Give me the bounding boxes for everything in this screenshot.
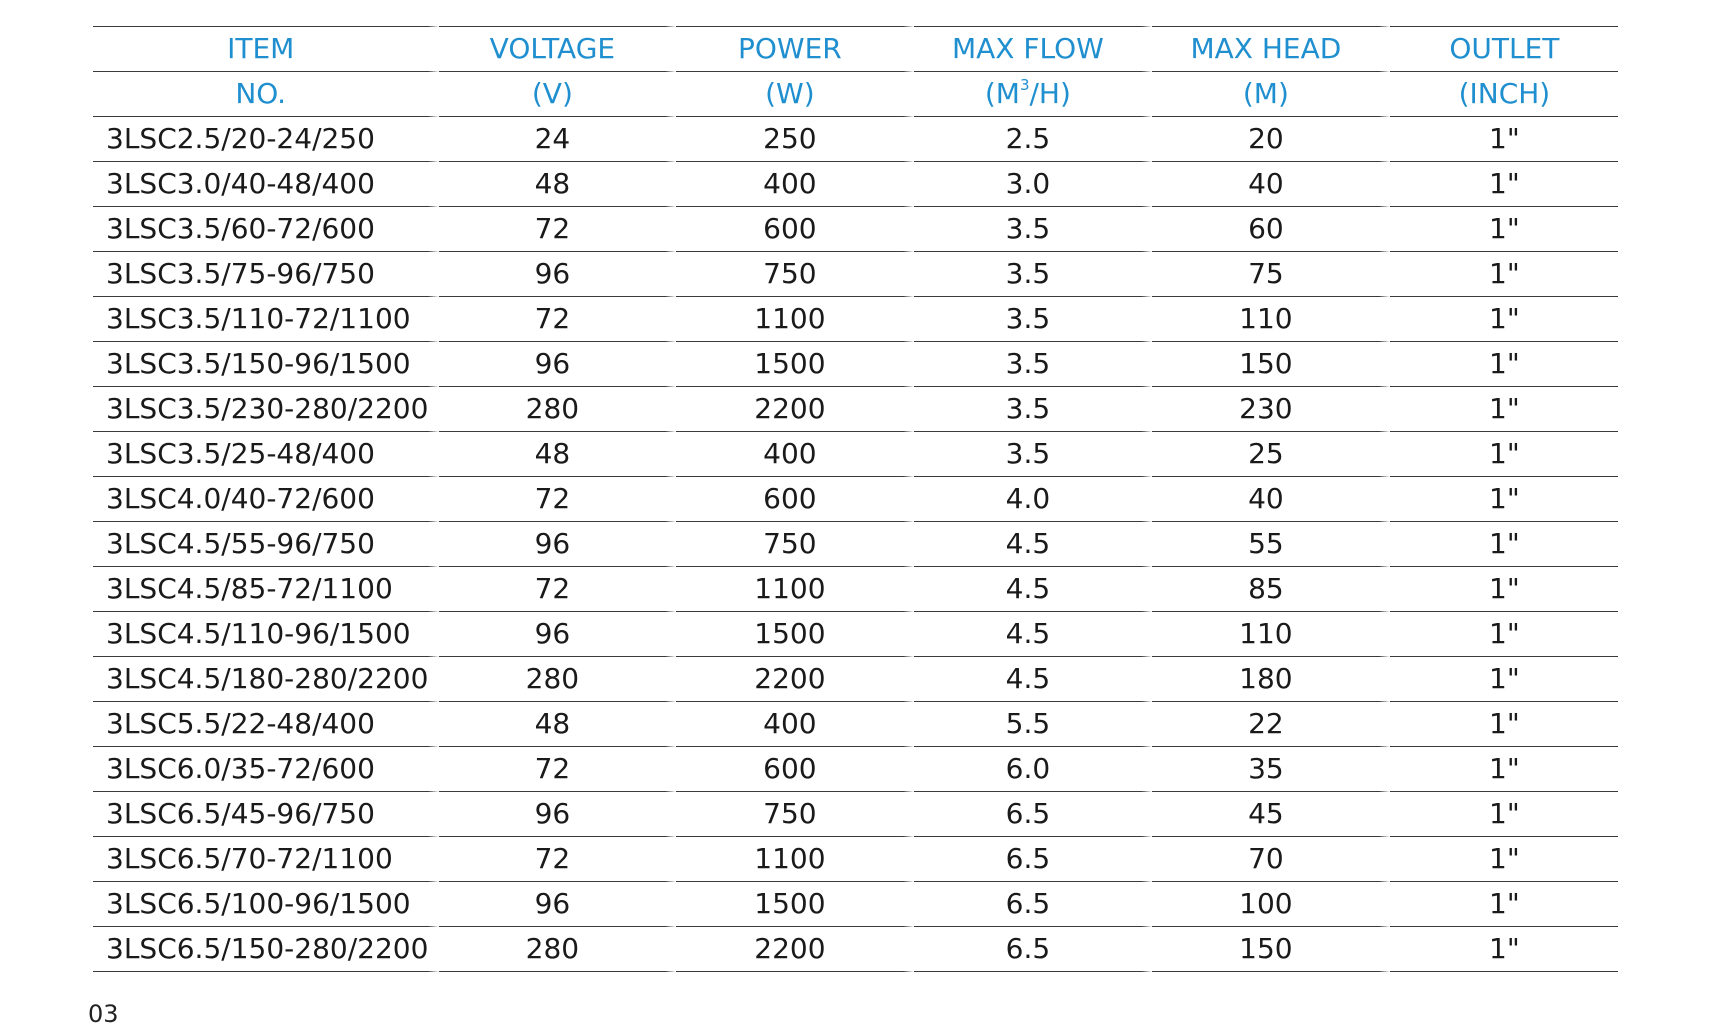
cell-item-no: 3LSC4.5/110-96/1500 xyxy=(93,612,439,657)
cell-outlet: 1" xyxy=(1390,342,1618,387)
cell-item-no: 3LSC3.5/110-72/1100 xyxy=(93,297,439,342)
cell-outlet: 1" xyxy=(1390,702,1618,747)
cell-item-no: 3LSC3.0/40-48/400 xyxy=(93,162,439,207)
cell-max-head: 60 xyxy=(1152,207,1390,252)
table-row xyxy=(93,522,1618,567)
cell-item-no: 3LSC3.5/60-72/600 xyxy=(93,207,439,252)
header-power: POWER xyxy=(676,26,914,72)
table-header xyxy=(93,26,1618,117)
cell-voltage: 96 xyxy=(439,252,676,297)
table-row xyxy=(93,747,1618,792)
table-row xyxy=(93,792,1618,837)
table-row xyxy=(93,612,1618,657)
table-row xyxy=(93,297,1618,342)
flow-unit-rest: /H) xyxy=(1029,77,1071,110)
cell-outlet: 1" xyxy=(1390,882,1618,927)
cell-power: 400 xyxy=(676,162,914,207)
cell-voltage: 48 xyxy=(439,702,676,747)
cell-item-no: 3LSC3.5/150-96/1500 xyxy=(93,342,439,387)
cell-outlet: 1" xyxy=(1390,387,1618,432)
cell-max-flow: 6.5 xyxy=(914,792,1152,837)
cell-outlet: 1" xyxy=(1390,612,1618,657)
cell-max-flow: 3.0 xyxy=(914,162,1152,207)
cell-outlet: 1" xyxy=(1390,792,1618,837)
cell-power: 1500 xyxy=(676,342,914,387)
cell-voltage: 280 xyxy=(439,927,676,972)
cell-power: 1100 xyxy=(676,837,914,882)
table-row xyxy=(93,387,1618,432)
cell-voltage: 96 xyxy=(439,522,676,567)
cell-max-flow: 6.5 xyxy=(914,837,1152,882)
table-row xyxy=(93,927,1618,972)
cell-max-head: 110 xyxy=(1152,297,1390,342)
cell-outlet: 1" xyxy=(1390,432,1618,477)
header-max-flow-unit xyxy=(914,72,1152,117)
cell-item-no: 3LSC4.5/55-96/750 xyxy=(93,522,439,567)
cell-max-flow: 3.5 xyxy=(914,252,1152,297)
table-body xyxy=(93,117,1618,972)
table-row xyxy=(93,837,1618,882)
cell-max-head: 22 xyxy=(1152,702,1390,747)
header-voltage-unit: (V) xyxy=(439,72,676,117)
cell-voltage: 96 xyxy=(439,792,676,837)
table-row xyxy=(93,207,1618,252)
cell-voltage: 72 xyxy=(439,567,676,612)
cell-max-flow: 3.5 xyxy=(914,297,1152,342)
cell-voltage: 280 xyxy=(439,657,676,702)
cell-max-flow: 3.5 xyxy=(914,207,1152,252)
cell-max-head: 20 xyxy=(1152,117,1390,162)
cell-power: 600 xyxy=(676,747,914,792)
table-row xyxy=(93,432,1618,477)
cell-voltage: 24 xyxy=(439,117,676,162)
cell-max-head: 25 xyxy=(1152,432,1390,477)
header-max-head-unit: (M) xyxy=(1152,72,1390,117)
cell-power: 600 xyxy=(676,207,914,252)
cell-item-no: 3LSC4.5/180-280/2200 xyxy=(93,657,439,702)
page-number: 03 xyxy=(88,1000,119,1028)
cell-voltage: 96 xyxy=(439,882,676,927)
cell-max-head: 35 xyxy=(1152,747,1390,792)
cell-item-no: 3LSC6.5/100-96/1500 xyxy=(93,882,439,927)
cell-outlet: 1" xyxy=(1390,837,1618,882)
cell-power: 1100 xyxy=(676,567,914,612)
cell-outlet: 1" xyxy=(1390,207,1618,252)
cell-max-head: 40 xyxy=(1152,477,1390,522)
cell-max-head: 100 xyxy=(1152,882,1390,927)
table-row xyxy=(93,657,1618,702)
cell-max-head: 40 xyxy=(1152,162,1390,207)
cell-outlet: 1" xyxy=(1390,162,1618,207)
cell-item-no: 3LSC3.5/75-96/750 xyxy=(93,252,439,297)
cell-power: 400 xyxy=(676,702,914,747)
table-row xyxy=(93,342,1618,387)
cell-voltage: 48 xyxy=(439,162,676,207)
cell-voltage: 72 xyxy=(439,297,676,342)
cell-max-flow: 3.5 xyxy=(914,387,1152,432)
cell-max-head: 85 xyxy=(1152,567,1390,612)
cell-outlet: 1" xyxy=(1390,117,1618,162)
cell-item-no: 3LSC3.5/230-280/2200 xyxy=(93,387,439,432)
cell-item-no: 3LSC5.5/22-48/400 xyxy=(93,702,439,747)
cell-outlet: 1" xyxy=(1390,477,1618,522)
cell-voltage: 72 xyxy=(439,477,676,522)
header-power-unit: (W) xyxy=(676,72,914,117)
cell-power: 750 xyxy=(676,522,914,567)
cell-max-flow: 6.5 xyxy=(914,882,1152,927)
cell-max-flow: 6.0 xyxy=(914,747,1152,792)
cell-max-flow: 4.5 xyxy=(914,657,1152,702)
cell-max-flow: 4.5 xyxy=(914,612,1152,657)
cell-power: 1100 xyxy=(676,297,914,342)
cell-outlet: 1" xyxy=(1390,927,1618,972)
cell-max-flow: 2.5 xyxy=(914,117,1152,162)
header-item-unit: NO. xyxy=(93,72,439,117)
cell-power: 1500 xyxy=(676,882,914,927)
cell-power: 250 xyxy=(676,117,914,162)
cell-outlet: 1" xyxy=(1390,567,1618,612)
cell-outlet: 1" xyxy=(1390,252,1618,297)
cell-item-no: 3LSC4.5/85-72/1100 xyxy=(93,567,439,612)
header-item: ITEM xyxy=(93,26,439,72)
cell-max-head: 110 xyxy=(1152,612,1390,657)
cell-power: 400 xyxy=(676,432,914,477)
table-row xyxy=(93,252,1618,297)
flow-unit-base: (M xyxy=(984,77,1020,110)
cell-power: 750 xyxy=(676,792,914,837)
cell-power: 1500 xyxy=(676,612,914,657)
cell-max-head: 230 xyxy=(1152,387,1390,432)
cell-item-no: 3LSC6.5/150-280/2200 xyxy=(93,927,439,972)
cell-max-head: 150 xyxy=(1152,342,1390,387)
spec-table xyxy=(93,26,1618,972)
cell-max-flow: 4.5 xyxy=(914,567,1152,612)
header-row-units xyxy=(93,72,1618,117)
table-row xyxy=(93,477,1618,522)
cell-item-no: 3LSC3.5/25-48/400 xyxy=(93,432,439,477)
cell-power: 600 xyxy=(676,477,914,522)
cell-item-no: 3LSC4.0/40-72/600 xyxy=(93,477,439,522)
cell-power: 750 xyxy=(676,252,914,297)
cell-item-no: 3LSC6.0/35-72/600 xyxy=(93,747,439,792)
cell-item-no: 3LSC6.5/45-96/750 xyxy=(93,792,439,837)
cell-max-flow: 4.0 xyxy=(914,477,1152,522)
cell-power: 2200 xyxy=(676,927,914,972)
cell-max-head: 75 xyxy=(1152,252,1390,297)
cell-item-no: 3LSC2.5/20-24/250 xyxy=(93,117,439,162)
table-row xyxy=(93,162,1618,207)
table-row xyxy=(93,702,1618,747)
cell-max-flow: 3.5 xyxy=(914,342,1152,387)
cell-voltage: 280 xyxy=(439,387,676,432)
cell-outlet: 1" xyxy=(1390,747,1618,792)
cell-outlet: 1" xyxy=(1390,522,1618,567)
header-max-flow: MAX FLOW xyxy=(914,26,1152,72)
header-max-head: MAX HEAD xyxy=(1152,26,1390,72)
cell-max-flow: 6.5 xyxy=(914,927,1152,972)
cell-max-head: 150 xyxy=(1152,927,1390,972)
cell-voltage: 96 xyxy=(439,612,676,657)
cell-max-flow: 5.5 xyxy=(914,702,1152,747)
cell-max-flow: 3.5 xyxy=(914,432,1152,477)
cell-outlet: 1" xyxy=(1390,297,1618,342)
flow-unit-exponent: 3 xyxy=(1019,75,1030,94)
table-row xyxy=(93,567,1618,612)
cell-outlet: 1" xyxy=(1390,657,1618,702)
table-row xyxy=(93,882,1618,927)
table-row xyxy=(93,117,1618,162)
cell-max-head: 70 xyxy=(1152,837,1390,882)
cell-max-head: 55 xyxy=(1152,522,1390,567)
cell-max-head: 180 xyxy=(1152,657,1390,702)
cell-voltage: 72 xyxy=(439,837,676,882)
cell-voltage: 72 xyxy=(439,207,676,252)
cell-voltage: 96 xyxy=(439,342,676,387)
cell-power: 2200 xyxy=(676,387,914,432)
cell-power: 2200 xyxy=(676,657,914,702)
header-row-top xyxy=(93,26,1618,72)
cell-max-flow: 4.5 xyxy=(914,522,1152,567)
header-voltage: VOLTAGE xyxy=(439,26,676,72)
cell-voltage: 48 xyxy=(439,432,676,477)
cell-voltage: 72 xyxy=(439,747,676,792)
header-outlet: OUTLET xyxy=(1390,26,1618,72)
cell-max-head: 45 xyxy=(1152,792,1390,837)
header-outlet-unit: (INCH) xyxy=(1390,72,1618,117)
cell-item-no: 3LSC6.5/70-72/1100 xyxy=(93,837,439,882)
